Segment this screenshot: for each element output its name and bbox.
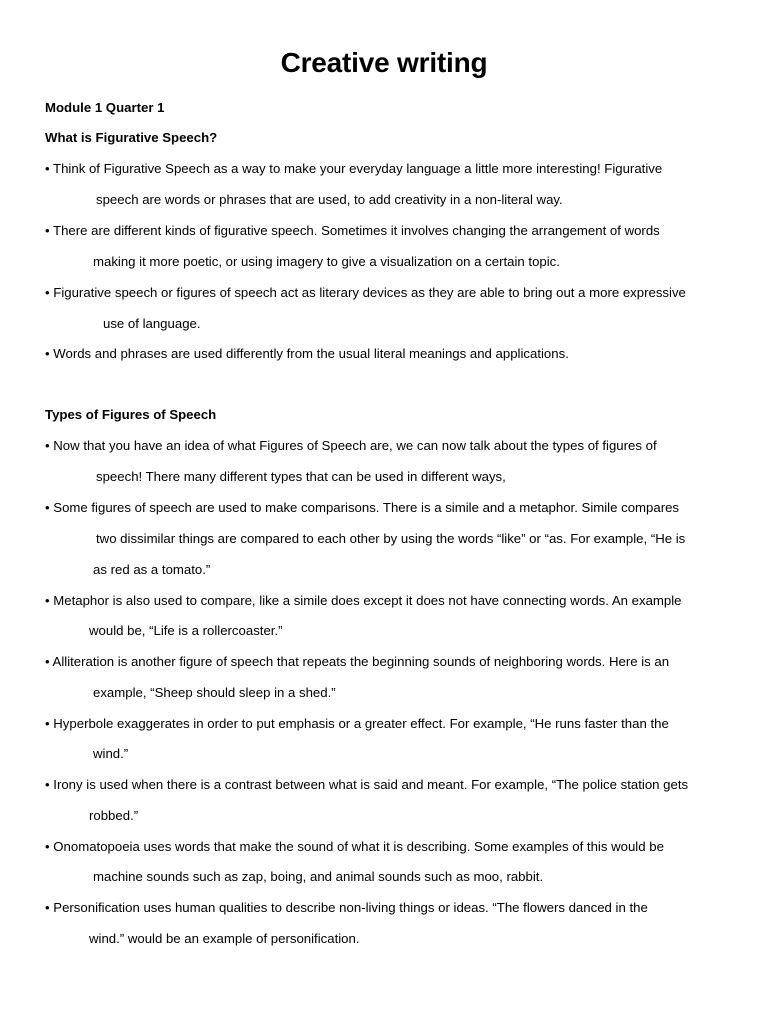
bullet-line: • Words and phrases are used differently from the usual literal meanings and applications. — [45, 346, 569, 361]
bullet-line: • Now that you have an idea of what Figures of Speech are, we can now talk about the types of figures of — [45, 438, 657, 453]
bullet-continuation: two dissimilar things are compared to each other by using the words “like” or “as. For example, “He is — [96, 531, 686, 546]
bullet-continuation: machine sounds such as zap, boing, and animal sounds such as moo, rabbit. — [93, 869, 544, 884]
bullet-continuation: making it more poetic, or using imagery to give a visualization on a certain topic. — [93, 254, 560, 269]
bullet-continuation: robbed.” — [89, 808, 139, 823]
bullet-continuation: speech! There many different types that can be used in different ways, — [96, 469, 506, 484]
page-title: Creative writing — [280, 47, 488, 78]
bullet-line: • Hyperbole exaggerates in order to put emphasis or a greater effect. For example, “He runs faster than the — [45, 716, 669, 731]
bullet-line: • Onomatopoeia uses words that make the sound of what it is describing. Some examples of this would be — [45, 839, 664, 854]
bullet-line: • There are different kinds of figurative speech. Sometimes it involves changing the arrangement of words — [45, 223, 660, 238]
bullet-line: • Personification uses human qualities to describe non-living things or ideas. “The flowers danced in the — [45, 900, 648, 915]
module-subheading: Module 1 Quarter 1 — [45, 100, 165, 115]
bullet-continuation: use of language. — [103, 316, 201, 331]
bullet-line: • Irony is used when there is a contrast between what is said and meant. For example, “The police station gets — [45, 777, 689, 792]
bullet-continuation: as red as a tomato.” — [93, 562, 211, 577]
bullet-continuation: wind.” — [93, 746, 129, 761]
bullet-continuation: wind.” would be an example of personification. — [89, 931, 360, 946]
bullet-line: • Metaphor is also used to compare, like a simile does except it does not have connecting words. An example — [45, 593, 682, 608]
bullet-continuation: speech are words or phrases that are used, to add creativity in a non-literal way. — [96, 192, 563, 207]
bullet-continuation: example, “Sheep should sleep in a shed.” — [93, 685, 336, 700]
bullet-line: • Alliteration is another figure of speech that repeats the beginning sounds of neighboring words. Here is an — [45, 654, 670, 669]
bullet-line: • Figurative speech or figures of speech act as literary devices as they are able to bring out a more expressive — [45, 285, 686, 300]
bullet-line: • Think of Figurative Speech as a way to make your everyday language a little more interesting! Figurative — [45, 161, 663, 176]
bullet-line: • Some figures of speech are used to make comparisons. There is a simile and a metaphor. Simile compares — [45, 500, 680, 515]
bullet-continuation: would be, “Life is a rollercoaster.” — [89, 623, 283, 638]
section-heading-types: Types of Figures of Speech — [45, 407, 217, 422]
section-heading-figurative-speech: What is Figurative Speech? — [45, 130, 218, 145]
